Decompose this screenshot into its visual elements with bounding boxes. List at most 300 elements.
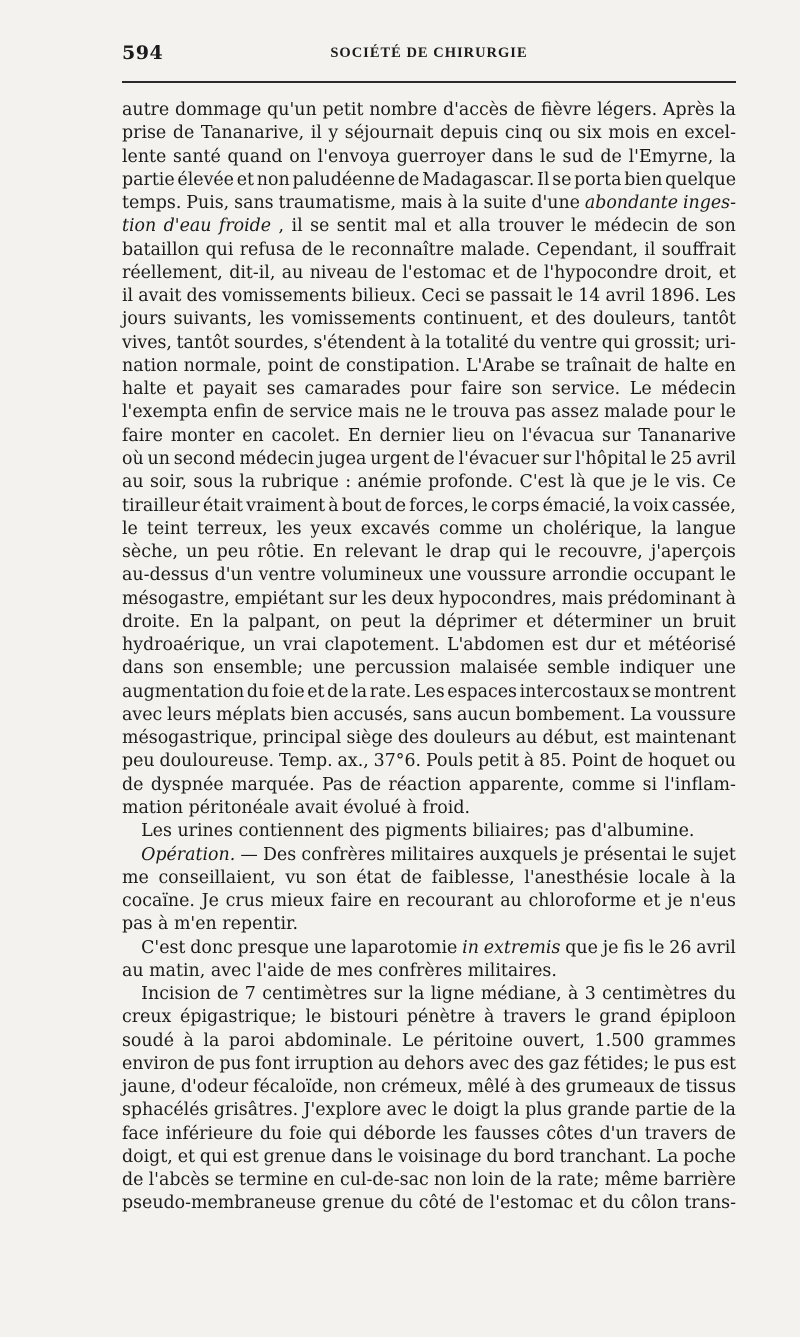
word: qui bbox=[199, 1146, 228, 1167]
word: niveau bbox=[309, 262, 369, 283]
text-line bbox=[122, 262, 736, 285]
word: dans bbox=[122, 658, 164, 679]
word: et bbox=[526, 611, 544, 632]
word: vives, bbox=[122, 332, 172, 353]
word: les bbox=[259, 309, 285, 330]
word: à bbox=[410, 332, 421, 353]
word: Ce bbox=[712, 472, 736, 493]
word: état bbox=[356, 867, 391, 888]
word: vomissements bbox=[222, 286, 347, 307]
word: m'en bbox=[173, 914, 217, 935]
word: il bbox=[644, 239, 656, 260]
word: déprimer bbox=[435, 611, 517, 632]
word: de bbox=[400, 867, 422, 888]
word: dur bbox=[585, 635, 617, 656]
text-line bbox=[122, 1053, 736, 1076]
word: uri- bbox=[704, 332, 736, 353]
word: hydroaérique, bbox=[122, 635, 246, 656]
text-line bbox=[122, 1006, 736, 1029]
word: conseillaient, bbox=[158, 867, 276, 888]
word: sujet bbox=[693, 844, 736, 865]
word: foie bbox=[271, 681, 305, 702]
word: de bbox=[309, 960, 332, 981]
word: pas bbox=[515, 402, 546, 423]
word: locale bbox=[638, 867, 691, 888]
word: qu'un bbox=[267, 100, 317, 120]
word: leurs bbox=[166, 704, 212, 725]
word: Tananarive bbox=[638, 425, 736, 446]
word: et bbox=[236, 169, 255, 190]
text-line bbox=[122, 122, 736, 145]
word: la bbox=[719, 1100, 736, 1121]
word: de bbox=[122, 1170, 144, 1191]
word: les bbox=[442, 1123, 468, 1144]
word: mais bbox=[400, 193, 443, 214]
word: le bbox=[377, 1146, 394, 1167]
text-line bbox=[122, 355, 736, 378]
word: chloroforme bbox=[528, 891, 637, 912]
word: douleurs bbox=[433, 728, 511, 749]
word: bataillon bbox=[122, 239, 200, 260]
word: vis. bbox=[676, 472, 706, 493]
word: son bbox=[511, 379, 543, 400]
word: le bbox=[432, 1100, 448, 1121]
text-line bbox=[122, 169, 736, 192]
word: de bbox=[193, 1053, 215, 1074]
word: partie bbox=[122, 169, 175, 190]
text-line bbox=[122, 471, 736, 494]
word: urines bbox=[177, 821, 233, 842]
word: le bbox=[574, 1007, 591, 1028]
word: monter bbox=[170, 425, 235, 446]
text-line bbox=[122, 820, 736, 843]
word: de bbox=[462, 1193, 484, 1214]
paragraph bbox=[122, 820, 736, 843]
word: ax., bbox=[337, 751, 369, 772]
word: dans bbox=[491, 146, 534, 167]
word: non bbox=[256, 169, 290, 190]
word: l'exempta bbox=[122, 402, 208, 423]
word: paludéenne bbox=[292, 169, 396, 190]
word: côlon bbox=[630, 1193, 679, 1214]
word: le bbox=[425, 542, 442, 563]
word: médecin bbox=[239, 448, 315, 469]
word: 37°6. bbox=[373, 751, 422, 772]
word: le bbox=[653, 472, 670, 493]
word: augmentation bbox=[122, 681, 245, 702]
word: l'Emyrne, bbox=[628, 146, 714, 167]
word: sourdes, bbox=[234, 332, 309, 353]
word: est bbox=[603, 728, 631, 749]
word: à bbox=[699, 867, 711, 888]
word: en bbox=[656, 123, 678, 144]
word: centimètres bbox=[262, 984, 368, 1005]
word: au bbox=[122, 472, 144, 493]
word: rate. bbox=[369, 681, 412, 702]
word: crus bbox=[225, 891, 264, 912]
word: et bbox=[623, 635, 641, 656]
word: et bbox=[530, 309, 549, 330]
word: suite bbox=[483, 193, 527, 214]
text-line bbox=[122, 983, 736, 1006]
word: tissus bbox=[685, 1077, 736, 1098]
word: de bbox=[122, 774, 144, 795]
page-header bbox=[122, 42, 736, 70]
word: font bbox=[255, 1053, 291, 1074]
word: termine bbox=[238, 1170, 309, 1191]
word: non bbox=[343, 1077, 377, 1098]
word: camarades bbox=[304, 379, 401, 400]
word: péritoine bbox=[433, 1030, 513, 1051]
word: tantôt bbox=[682, 309, 736, 330]
word: à bbox=[523, 751, 535, 772]
text-line bbox=[122, 1123, 736, 1146]
word: grenue bbox=[263, 1146, 327, 1167]
word: tranchant. bbox=[559, 1146, 652, 1167]
word: à bbox=[328, 495, 339, 516]
word: l'évacua bbox=[522, 425, 595, 446]
word: et bbox=[434, 216, 452, 237]
word: Point bbox=[571, 751, 617, 772]
word: un bbox=[511, 518, 534, 539]
word: corps bbox=[490, 495, 540, 516]
word: refusa bbox=[239, 239, 296, 260]
word: on bbox=[329, 611, 352, 632]
word: se bbox=[465, 286, 485, 307]
word: deux bbox=[391, 588, 434, 609]
word: d'albumine. bbox=[591, 821, 695, 842]
text-line bbox=[122, 285, 736, 308]
word: dit-il, bbox=[229, 262, 276, 283]
word: s'étendent bbox=[313, 332, 406, 353]
word: voussure bbox=[467, 565, 547, 586]
word: bout bbox=[341, 495, 382, 516]
word: non bbox=[433, 1170, 467, 1191]
word: se bbox=[552, 169, 572, 190]
word: langue bbox=[676, 518, 736, 539]
word: centimètres bbox=[602, 984, 708, 1005]
word: pour bbox=[673, 402, 715, 423]
word: C'est bbox=[519, 472, 564, 493]
word: du bbox=[713, 984, 736, 1005]
word: mésogastre, bbox=[122, 588, 230, 609]
text-line bbox=[122, 867, 736, 890]
word: pas bbox=[122, 914, 153, 935]
text-line bbox=[122, 192, 736, 215]
paragraph bbox=[122, 937, 736, 984]
word: bord bbox=[513, 1146, 555, 1167]
word: cacolet. bbox=[271, 425, 341, 446]
word: inges- bbox=[683, 193, 736, 214]
word: méplats bbox=[215, 704, 286, 725]
word: empiétant bbox=[234, 588, 324, 609]
word: d'une bbox=[531, 193, 580, 214]
word: extremis bbox=[483, 937, 561, 958]
word: confrères bbox=[378, 960, 463, 981]
word: était bbox=[202, 495, 244, 516]
word: je bbox=[667, 891, 683, 912]
word: au bbox=[122, 960, 144, 981]
word: halte bbox=[664, 355, 709, 376]
running-title: SOCIÉTÉ DE CHIRURGIE bbox=[330, 45, 528, 61]
word: ne bbox=[404, 402, 427, 423]
word: trans- bbox=[684, 1193, 736, 1214]
word: santé bbox=[173, 146, 221, 167]
word: continuent, bbox=[423, 309, 524, 330]
word: grenue bbox=[322, 1193, 385, 1214]
word: pas bbox=[555, 821, 586, 842]
word: de bbox=[621, 751, 644, 772]
text-line bbox=[122, 844, 736, 867]
word: voix bbox=[633, 495, 669, 516]
word: avril bbox=[605, 286, 646, 307]
text-line bbox=[122, 797, 736, 820]
word: halte bbox=[122, 379, 167, 400]
word: l'abcès bbox=[148, 1170, 210, 1191]
word: qui bbox=[205, 239, 234, 260]
word: voussure bbox=[656, 704, 736, 725]
word: traumatisme, bbox=[278, 193, 397, 214]
word: où bbox=[122, 448, 144, 469]
word: que bbox=[565, 937, 598, 958]
word: le bbox=[305, 1007, 322, 1028]
word: mal bbox=[394, 216, 427, 237]
word: fétides; bbox=[583, 1053, 650, 1074]
word: , bbox=[278, 216, 285, 237]
word: doigt, bbox=[122, 1146, 173, 1167]
word: trouver bbox=[498, 216, 564, 237]
word: dommage bbox=[174, 100, 262, 120]
word: autre bbox=[122, 100, 170, 120]
word: froide bbox=[218, 216, 272, 237]
word: Madagascar. bbox=[422, 169, 535, 190]
word: espaces bbox=[447, 681, 517, 702]
word: dernier bbox=[379, 425, 445, 446]
text-line bbox=[122, 1076, 736, 1099]
word: légers. bbox=[597, 100, 658, 120]
word: inférieure bbox=[165, 1123, 254, 1144]
word: du bbox=[259, 1123, 283, 1144]
word: Des bbox=[262, 844, 297, 865]
word: reconnaître bbox=[351, 239, 455, 260]
word: le bbox=[720, 565, 736, 586]
text-line bbox=[122, 1030, 736, 1053]
word: avec bbox=[210, 960, 252, 981]
word: de bbox=[714, 1123, 736, 1144]
word: se bbox=[632, 681, 652, 702]
word: Après bbox=[662, 100, 715, 120]
word: bien bbox=[290, 704, 329, 725]
word: tantôt bbox=[176, 332, 230, 353]
word: hypocondres, bbox=[438, 588, 557, 609]
word: depuis bbox=[440, 123, 499, 144]
word: sentit bbox=[336, 216, 387, 237]
word: une bbox=[312, 658, 346, 679]
word: se bbox=[310, 216, 330, 237]
word: teint bbox=[146, 518, 188, 539]
word: mieux bbox=[270, 891, 324, 912]
word: le bbox=[557, 286, 574, 307]
word: une bbox=[313, 937, 347, 958]
word: je bbox=[602, 937, 619, 958]
word: au-dessus bbox=[122, 565, 209, 586]
word: Pas bbox=[322, 774, 353, 795]
word: la bbox=[408, 984, 425, 1005]
text-line bbox=[122, 750, 736, 773]
word: temps. bbox=[122, 193, 182, 214]
word: la bbox=[239, 472, 256, 493]
word: en bbox=[242, 425, 264, 446]
word: fausses bbox=[474, 1123, 540, 1144]
word: dehors bbox=[404, 1053, 465, 1074]
word: bilieux. bbox=[351, 286, 417, 307]
word: normale, bbox=[183, 355, 262, 376]
word: prédominant bbox=[607, 588, 721, 609]
word: repentir. bbox=[222, 914, 298, 935]
word: trouva bbox=[452, 402, 510, 423]
word: Le bbox=[629, 379, 652, 400]
word: est bbox=[551, 635, 579, 656]
word: lente bbox=[122, 146, 167, 167]
word: d'accès bbox=[442, 100, 508, 120]
word: j'aperçois bbox=[650, 542, 736, 563]
word: la bbox=[719, 100, 736, 120]
word: fécaloïde, bbox=[253, 1077, 339, 1098]
word: on bbox=[289, 146, 311, 167]
word: au bbox=[281, 262, 304, 283]
word: jaune, bbox=[122, 1077, 176, 1098]
word: comme bbox=[438, 518, 503, 539]
word: L'Arabe bbox=[465, 355, 535, 376]
word: marquée. bbox=[231, 774, 315, 795]
word: Incision bbox=[141, 984, 211, 1005]
word: de bbox=[172, 123, 195, 144]
word: des bbox=[530, 1077, 561, 1098]
word: la bbox=[719, 867, 736, 888]
word: et bbox=[492, 262, 510, 283]
word: Les bbox=[141, 821, 172, 842]
word: En bbox=[312, 542, 337, 563]
word: confrères bbox=[301, 844, 386, 865]
text-line bbox=[122, 401, 736, 424]
word: et bbox=[718, 262, 736, 283]
text-line bbox=[122, 495, 736, 518]
word: militaires. bbox=[467, 960, 557, 981]
word: soudé bbox=[122, 1030, 175, 1051]
word: prise bbox=[122, 123, 167, 144]
word: le bbox=[122, 518, 138, 539]
text-line bbox=[122, 332, 736, 355]
word: maintenant bbox=[635, 728, 736, 749]
word: militaires bbox=[390, 844, 475, 865]
word: ouvert, bbox=[522, 1030, 586, 1051]
word: faire bbox=[330, 891, 372, 912]
word: Le bbox=[401, 1030, 424, 1051]
text-line bbox=[122, 937, 736, 960]
word: le bbox=[539, 146, 556, 167]
word: tirailleur bbox=[122, 495, 200, 516]
word: avril bbox=[696, 448, 736, 469]
word: qui bbox=[601, 332, 630, 353]
word: du bbox=[390, 1193, 413, 1214]
word: l'hypocondre bbox=[543, 262, 658, 283]
word: la bbox=[425, 332, 441, 353]
word: L'abdomen bbox=[446, 635, 545, 656]
word: constipation. bbox=[346, 355, 461, 376]
word: y bbox=[328, 123, 339, 144]
text-line bbox=[122, 239, 736, 262]
word: d'odeur bbox=[180, 1077, 249, 1098]
text-line bbox=[122, 588, 736, 611]
word: ses bbox=[266, 379, 295, 400]
word: traînait bbox=[565, 355, 632, 376]
word: de bbox=[359, 774, 382, 795]
word: la bbox=[613, 495, 630, 516]
word: les bbox=[361, 588, 387, 609]
word: rubrique bbox=[261, 472, 339, 493]
word: 85. bbox=[539, 751, 567, 772]
word: droit, bbox=[664, 262, 713, 283]
word: le bbox=[653, 1053, 670, 1074]
word: En bbox=[347, 425, 372, 446]
word: Cependant, bbox=[536, 239, 638, 260]
word: avec bbox=[468, 1053, 510, 1074]
word: malade bbox=[604, 402, 669, 423]
word: rate; bbox=[557, 1170, 600, 1191]
word: fièvre bbox=[540, 100, 592, 120]
word: l'inflam- bbox=[664, 774, 736, 795]
word: météorisé bbox=[648, 635, 736, 656]
word: les bbox=[276, 518, 302, 539]
word: nombre bbox=[369, 100, 438, 120]
word: début, bbox=[542, 728, 599, 749]
word: second bbox=[173, 448, 236, 469]
text-line bbox=[122, 448, 736, 471]
text-line bbox=[122, 913, 736, 936]
word: épiploon bbox=[660, 1007, 736, 1028]
word: de bbox=[693, 1100, 715, 1121]
text-line bbox=[122, 960, 736, 983]
word: percussion bbox=[354, 658, 451, 679]
word: totalité bbox=[445, 332, 509, 353]
word: de bbox=[676, 216, 698, 237]
word: siège bbox=[346, 728, 393, 749]
text-line bbox=[122, 657, 736, 680]
paragraph bbox=[122, 983, 736, 1216]
word: vrai bbox=[282, 635, 317, 656]
word: un bbox=[147, 448, 170, 469]
word: cinq bbox=[504, 123, 543, 144]
word: déterminer bbox=[552, 611, 652, 632]
word: enfin bbox=[213, 402, 258, 423]
word: recouvre, bbox=[558, 542, 643, 563]
word: des bbox=[349, 821, 380, 842]
word: d'un bbox=[599, 1123, 638, 1144]
text-line bbox=[122, 611, 736, 634]
word: des bbox=[397, 728, 429, 749]
word: loin bbox=[471, 1170, 505, 1191]
word: émacié, bbox=[542, 495, 611, 516]
word: dyspnée bbox=[150, 774, 224, 795]
word: sphacélés bbox=[122, 1100, 209, 1121]
word: qui bbox=[498, 542, 527, 563]
text-line bbox=[122, 308, 736, 331]
word: avec bbox=[122, 704, 163, 725]
word: sous bbox=[193, 472, 233, 493]
word: médiane, bbox=[480, 984, 562, 1005]
word: travers bbox=[503, 1007, 567, 1028]
word: le bbox=[471, 495, 488, 516]
